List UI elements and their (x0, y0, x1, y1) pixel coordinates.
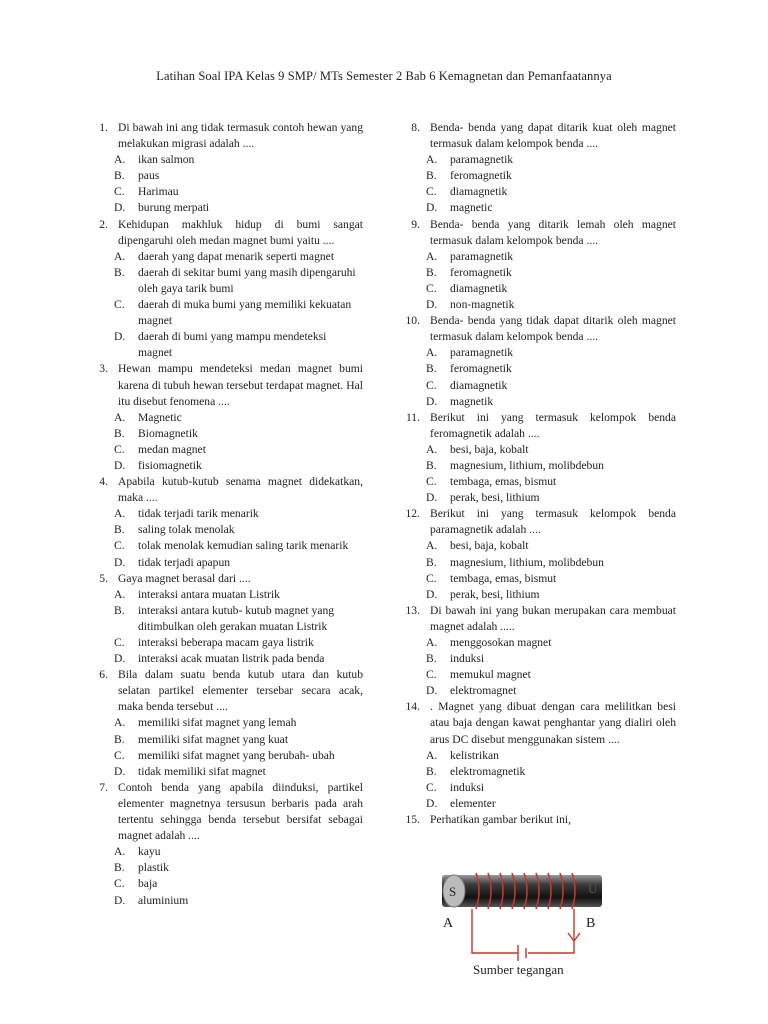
option-text: elektromagnetik (450, 764, 526, 778)
answer-option (398, 249, 676, 265)
answer-option (86, 732, 363, 748)
option-text: daerah di sekitar bumi yang masih dipengaruhi oleh gaya tarik bumi (138, 265, 356, 295)
question-text: Apabila kutub-kutub senama magnet didekatkan, maka .... (118, 475, 363, 505)
answer-option (398, 780, 676, 796)
answer-option (398, 152, 676, 168)
option-list (86, 506, 363, 570)
option-list (86, 587, 363, 667)
question-number: 3. (99, 362, 108, 376)
question-text: Bila dalam suatu benda kutub utara dan kutub selatan partikel elementer tersebar secara acak, maka benda tersebut .... (118, 668, 363, 714)
option-letter: A. (114, 716, 126, 730)
option-letter: C. (114, 636, 125, 649)
option-letter: D. (114, 764, 126, 778)
left-column (86, 120, 363, 909)
question-number: 12. (405, 507, 420, 521)
electromagnet-diagram (436, 865, 616, 1015)
option-text: feromagnetik (450, 265, 512, 279)
label-a: A (443, 916, 454, 931)
answer-option (86, 410, 363, 426)
option-letter: D. (114, 201, 126, 215)
option-text: medan magnet (138, 442, 206, 456)
option-letter: D. (426, 796, 438, 810)
answer-option (398, 474, 676, 490)
answer-option (86, 860, 363, 876)
answer-option (398, 667, 676, 683)
option-text: interaksi beberapa macam gaya listrik (138, 636, 314, 649)
option-letter: C. (114, 442, 125, 456)
question-item (398, 699, 676, 812)
option-list (398, 152, 676, 216)
question-text: . Magnet yang dibuat dengan cara melilitkan besi atau baja dengan kawat penghantar yang dialiri oleh arus DC disebut menggunakan sistem .... (430, 700, 676, 746)
option-letter: C. (426, 475, 437, 489)
option-list (398, 748, 676, 812)
option-letter: C. (426, 571, 437, 585)
answer-option (398, 764, 676, 780)
option-text: magnetik (450, 394, 494, 408)
option-letter: D. (114, 652, 126, 666)
circuit-wire (472, 909, 580, 961)
answer-option (398, 748, 676, 764)
answer-option (398, 651, 676, 667)
answer-option (86, 715, 363, 731)
option-text: Biomagnetik (138, 426, 198, 440)
answer-option (86, 587, 363, 603)
option-letter: A. (426, 442, 438, 456)
answer-option (398, 168, 676, 184)
option-text: besi, baja, kobalt (450, 539, 529, 553)
option-text: paramagnetik (450, 153, 514, 167)
option-text: fisiomagnetik (138, 458, 202, 472)
page-title: Latihan Soal IPA Kelas 9 SMP/ MTs Semester 2 Bab 6 Kemagnetan dan Pemanfaatannya (156, 69, 612, 83)
option-text: tolak menolak kemudian saling tarik menarik (138, 539, 349, 553)
answer-option (86, 522, 363, 538)
answer-option (86, 748, 363, 764)
option-text: burung merpati (138, 201, 210, 215)
option-text: tidak terjadi tarik menarik (138, 507, 259, 521)
option-text: induksi (450, 652, 485, 666)
question-item (86, 780, 363, 909)
answer-option (86, 603, 363, 635)
question-number: 15. (405, 813, 420, 827)
figure-caption: Sumber tegangan (473, 962, 564, 977)
option-text: kelistrikan (450, 748, 499, 762)
option-letter: A. (114, 153, 126, 167)
answer-option (398, 683, 676, 699)
question-item (398, 410, 676, 507)
option-text: tidak memiliki sifat magnet (138, 764, 266, 778)
question-text: Di bawah ini yang bukan merupakan cara membuat magnet adalah ..... (430, 603, 676, 633)
option-letter: C. (426, 780, 437, 794)
answer-option (398, 571, 676, 587)
option-letter: C. (426, 378, 437, 392)
question-item (398, 603, 676, 700)
question-item (398, 120, 676, 217)
option-text: memiliki sifat magnet yang lemah (138, 716, 297, 730)
question-item (86, 571, 363, 668)
option-text: kayu (138, 845, 161, 859)
question-number: 9. (411, 217, 420, 231)
answer-option (398, 555, 676, 571)
option-letter: D. (114, 458, 126, 472)
option-letter: A. (114, 410, 126, 424)
answer-option (86, 555, 363, 571)
answer-option (86, 844, 363, 860)
answer-option (86, 442, 363, 458)
option-list (86, 715, 363, 779)
option-text: Harimau (138, 185, 179, 199)
option-letter: B. (426, 265, 437, 279)
question-number: 10. (405, 314, 420, 328)
option-text: feromagnetik (450, 169, 512, 183)
question-text: Benda- benda yang ditarik lemah oleh magnet termasuk dalam kelompok benda .... (430, 217, 676, 247)
option-text: memukul magnet (450, 668, 531, 682)
option-text: magnesium, lithium, molibdebun (450, 458, 604, 472)
option-list (398, 442, 676, 506)
option-letter: D. (114, 555, 126, 569)
option-letter: B. (114, 603, 125, 617)
option-letter: D. (426, 298, 438, 312)
option-text: induksi (450, 780, 485, 794)
option-letter: A. (426, 153, 438, 167)
option-list (398, 538, 676, 602)
answer-option (398, 361, 676, 377)
question-item (86, 361, 363, 474)
answer-option (398, 442, 676, 458)
answer-option (398, 378, 676, 394)
option-text: magnesium, lithium, molibdebun (450, 555, 604, 569)
answer-option (86, 249, 363, 265)
answer-option (86, 538, 363, 554)
answer-option (86, 635, 363, 651)
option-text: menggosokan magnet (450, 636, 552, 649)
answer-option (86, 458, 363, 474)
answer-option (86, 764, 363, 780)
option-text: Magnetic (138, 410, 182, 424)
option-letter: D. (426, 684, 438, 698)
answer-option (86, 329, 363, 361)
option-letter: B. (114, 732, 125, 746)
answer-option (398, 281, 676, 297)
question-text: Berikut ini yang termasuk kelompok benda paramagnetik adalah .... (430, 507, 676, 537)
option-letter: A. (114, 587, 126, 601)
option-text: tidak terjadi apapun (138, 555, 231, 569)
option-text: tembaga, emas, bismut (450, 475, 557, 489)
option-letter: A. (114, 507, 126, 521)
iron-rod (442, 875, 602, 907)
answer-option (398, 538, 676, 554)
question-number: 8. (411, 121, 420, 134)
option-text: interaksi antara kutub- kutub magnet yang ditimbulkan oleh gerakan muatan Listrik (138, 603, 335, 633)
answer-option (86, 152, 363, 168)
question-text: Hewan mampu mendeteksi medan magnet bumi karena di tubuh hewan tersebut terdapat magnet. Hal itu disebut fenomena .... (118, 362, 363, 408)
answer-option (86, 184, 363, 200)
answer-option (86, 893, 363, 909)
option-text: baja (138, 877, 158, 891)
option-letter: B. (114, 169, 125, 183)
right-column (398, 120, 676, 828)
option-text: paramagnetik (450, 346, 514, 360)
option-letter: C. (114, 539, 125, 553)
option-letter: B. (114, 265, 125, 279)
question-number: 7. (99, 780, 108, 794)
question-number: 5. (99, 571, 108, 585)
option-letter: D. (426, 587, 438, 601)
answer-option (86, 506, 363, 522)
option-text: aluminium (138, 893, 189, 907)
answer-option (86, 426, 363, 442)
option-text: diamagnetik (450, 185, 508, 199)
option-text: perak, besi, lithium (450, 587, 540, 601)
option-letter: B. (114, 523, 125, 537)
option-letter: C. (426, 185, 437, 199)
option-text: magnetic (450, 201, 493, 215)
option-letter: B. (426, 362, 437, 376)
option-letter: C. (114, 185, 125, 199)
option-letter: B. (114, 426, 125, 440)
option-text: diamagnetik (450, 281, 508, 295)
option-text: daerah yang dapat menarik seperti magnet (138, 249, 335, 263)
option-list (86, 844, 363, 908)
option-text: memiliki sifat magnet yang berubah- ubah (138, 748, 335, 762)
option-text: diamagnetik (450, 378, 508, 392)
option-letter: B. (426, 458, 437, 472)
question-item (86, 120, 363, 217)
option-letter: A. (426, 346, 438, 360)
option-letter: C. (426, 668, 437, 682)
answer-option (86, 265, 363, 297)
option-text: plastik (138, 861, 169, 875)
option-list (398, 345, 676, 409)
question-text: Benda- benda yang dapat ditarik kuat oleh magnet termasuk dalam kelompok benda .... (430, 121, 676, 151)
option-text: memiliki sifat magnet yang kuat (138, 732, 289, 746)
option-letter: C. (426, 281, 437, 295)
option-letter: D. (114, 330, 126, 344)
option-list (86, 152, 363, 216)
option-letter: A. (426, 748, 438, 762)
option-text: tembaga, emas, bismut (450, 571, 557, 585)
option-letter: D. (426, 201, 438, 215)
electromagnet-figure (436, 865, 616, 1015)
answer-option (398, 458, 676, 474)
answer-option (86, 168, 363, 184)
option-text: interaksi antara muatan Listrik (138, 587, 280, 601)
question-text: Berikut ini yang termasuk kelompok benda feromagnetik adalah .... (430, 410, 676, 440)
option-list (86, 410, 363, 474)
question-item (398, 812, 676, 828)
answer-option (86, 876, 363, 892)
option-letter: C. (114, 877, 125, 891)
option-letter: D. (426, 491, 438, 505)
answer-option (398, 635, 676, 651)
question-item (398, 506, 676, 603)
question-text: Perhatikan gambar berikut ini, (430, 813, 572, 827)
option-letter: B. (426, 169, 437, 183)
option-letter: A. (426, 636, 438, 649)
option-letter: A. (426, 249, 438, 263)
option-letter: C. (114, 298, 125, 312)
label-b: B (586, 916, 596, 931)
option-letter: A. (114, 249, 126, 263)
question-item (398, 313, 676, 410)
option-text: daerah di muka bumi yang memiliki kekuatan magnet (138, 298, 352, 328)
option-letter: D. (114, 893, 126, 907)
answer-option (398, 184, 676, 200)
question-item (398, 217, 676, 314)
option-letter: A. (114, 845, 126, 859)
option-text: paus (138, 169, 160, 183)
option-text: saling tolak menolak (138, 523, 235, 537)
pole-u-label: U (588, 881, 598, 896)
answer-option (398, 796, 676, 812)
question-text: Benda- benda yang tidak dapat ditarik oleh magnet termasuk dalam kelompok benda .... (430, 314, 676, 344)
option-letter: B. (426, 764, 437, 778)
question-number: 6. (99, 668, 108, 682)
option-letter: D. (426, 394, 438, 408)
option-text: elektromagnet (450, 684, 517, 698)
question-item (86, 474, 363, 571)
answer-option (398, 200, 676, 216)
answer-option (86, 297, 363, 329)
answer-option (398, 394, 676, 410)
answer-option (398, 297, 676, 313)
option-text: elementer (450, 796, 496, 810)
question-text: Di bawah ini ang tidak termasuk contoh hewan yang melakukan migrasi adalah .... (118, 121, 363, 151)
option-text: interaksi acak muatan listrik pada benda (138, 652, 325, 666)
question-number: 4. (99, 475, 108, 489)
question-item (86, 667, 363, 780)
option-text: non-magnetik (450, 298, 515, 312)
question-item (86, 217, 363, 362)
option-text: ikan salmon (138, 153, 195, 167)
question-number: 1. (99, 121, 108, 134)
option-list (398, 635, 676, 699)
answer-option (86, 200, 363, 216)
question-text: Kehidupan makhluk hidup di bumi sangat dipengaruhi oleh medan magnet bumi yaitu .... (118, 217, 363, 247)
option-text: feromagnetik (450, 362, 512, 376)
option-letter: A. (426, 539, 438, 553)
question-text: Contoh benda yang apabila diinduksi, partikel elementer magnetnya tersusun berbaris pada arah tertentu sehingga benda tersebut bersifat sebagai magnet adalah .... (118, 780, 363, 843)
answer-option (398, 345, 676, 361)
answer-option (398, 490, 676, 506)
question-text: Gaya magnet berasal dari .... (118, 571, 251, 585)
option-letter: C. (114, 748, 125, 762)
option-text: perak, besi, lithium (450, 491, 540, 505)
option-list (86, 249, 363, 362)
question-number: 2. (99, 217, 108, 231)
question-number: 11. (405, 410, 420, 424)
option-letter: B. (114, 861, 125, 875)
answer-option (398, 265, 676, 281)
option-text: daerah di bumi yang mampu mendeteksi magnet (138, 330, 327, 360)
question-number: 13. (405, 603, 420, 617)
answer-option (398, 587, 676, 603)
option-text: besi, baja, kobalt (450, 442, 529, 456)
answer-option (86, 651, 363, 667)
pole-s-label: S (449, 884, 457, 899)
option-letter: B. (426, 555, 437, 569)
option-text: paramagnetik (450, 249, 514, 263)
option-list (398, 249, 676, 313)
option-letter: B. (426, 652, 437, 666)
question-number: 14. (405, 700, 420, 714)
